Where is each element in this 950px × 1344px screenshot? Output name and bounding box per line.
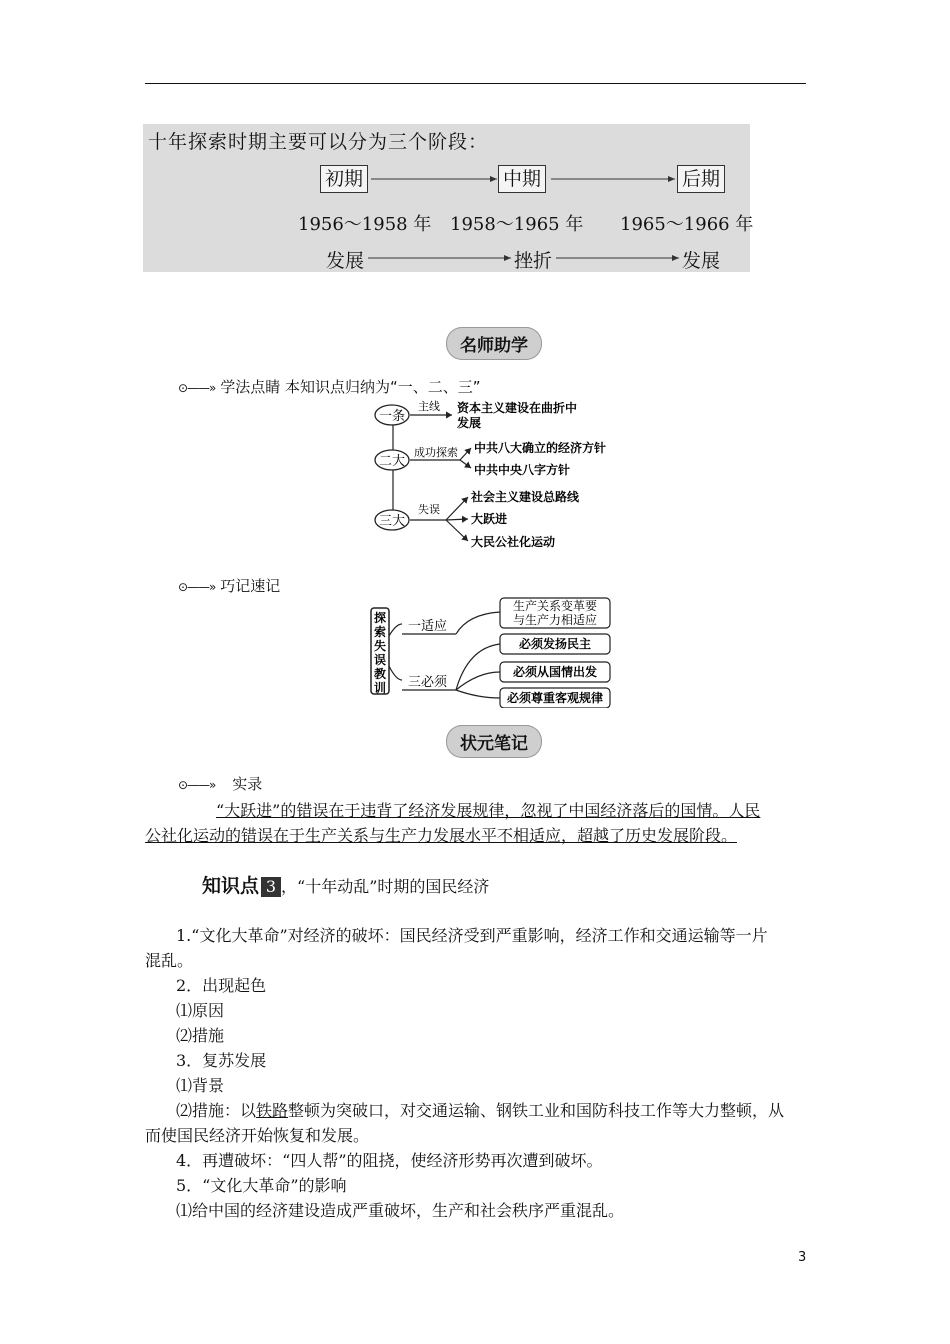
stage-title: 十年探索时期主要可以分为三个阶段： (148, 131, 489, 153)
stage-middle-label: 中期 (498, 165, 546, 193)
kp-number: 3 (261, 877, 281, 897)
tip-study-method-text: 学法点睛 本知识点归纳为“一、二、三” (220, 378, 481, 396)
leaf-must-2: 必须从国情出发 (512, 665, 598, 679)
tip-study-method (178, 376, 481, 397)
leaf-success-1: 中共八大确立的经济方针 (474, 441, 607, 455)
arrow-bullet-icon: ⊙——» (178, 580, 216, 594)
content-2: 混乱。 (145, 951, 194, 970)
leaf-must-3: 必须尊重客观规律 (506, 691, 604, 705)
leaf-mistake-3: 大民公社化运动 (471, 535, 556, 549)
measures-line-1: ⑵措施：以铁路整顿为突破口，对交通运输、钢铁工业和国防科技工作等大力整顿，从 (176, 1101, 785, 1120)
section-badge-top-notes: 状元笔记 (446, 725, 542, 758)
stage-middle-effect: 挫折 (514, 250, 553, 272)
knowledge-point-heading (202, 871, 489, 898)
svg-text:训: 训 (373, 681, 387, 695)
leaf-adapt-2: 与生产力相适应 (512, 613, 598, 627)
leaf-adapt-1: 生产关系变革要 (512, 599, 598, 613)
tip-record-text: 实录 (232, 775, 263, 793)
note-line-1: “大跃进”的错误在于违背了经济发展规律，忽视了中国经济落后的国情。人民 (216, 801, 761, 820)
leaf-must-1: 必须发扬民主 (518, 637, 592, 651)
svg-text:失: 失 (373, 639, 387, 653)
railway-term: 铁路 (256, 1101, 289, 1120)
content-1: 1.“文化大革命”对经济的破坏：国民经济受到严重影响，经济工作和交通运输等一片 (176, 926, 768, 945)
lessons-diagram (368, 596, 618, 708)
leaf-main-2: 发展 (457, 416, 482, 430)
svg-text:教: 教 (373, 667, 387, 681)
kp-prefix: 知识点 (202, 875, 260, 897)
summary-diagram (370, 396, 620, 554)
stage-late-label: 后期 (677, 165, 725, 193)
branch-adapt: 一适应 (408, 619, 448, 634)
leaf-mistake-2: 大跃进 (471, 512, 508, 526)
kp-title: ，“十年动乱”时期的国民经济 (281, 877, 490, 896)
leaf-main-1: 资本主义建设在曲折中 (457, 401, 578, 415)
section-badge-teacher-help: 名师助学 (446, 327, 542, 360)
node-two-label: 二大 (378, 454, 406, 469)
leaf-success-2: 中共中央八字方针 (474, 463, 571, 477)
branch-must: 三必须 (408, 675, 448, 690)
stage-middle-years: 1958～1965 年 (450, 214, 584, 235)
stage-early-years: 1956～1958 年 (298, 214, 432, 235)
edge-label-mistake: 失误 (418, 503, 440, 516)
content-3: 2．出现起色 (176, 976, 267, 995)
stage-arrows (143, 124, 750, 272)
tip-memory-text: 巧记速记 (220, 577, 281, 595)
stage-early-label: 初期 (320, 165, 368, 193)
tip-record (178, 773, 262, 794)
node-three-label: 三大 (378, 514, 406, 529)
content-8: 4．再遭破坏：“四人帮”的阻挠，使经济形势再次遭到破坏。 (176, 1151, 603, 1170)
content-5: ⑵措施 (176, 1026, 225, 1045)
stage-late-effect: 发展 (682, 250, 721, 272)
svg-text:探: 探 (373, 611, 387, 625)
stage-late-years: 1965～1966 年 (620, 214, 754, 235)
node-one-label: 一条 (378, 409, 406, 424)
arrow-bullet-icon: ⊙——» (178, 381, 216, 395)
content-9: 5．“文化大革命”的影响 (176, 1176, 347, 1195)
edge-label-main: 主线 (418, 400, 440, 413)
stage-early-effect: 发展 (326, 250, 365, 272)
page-number: 3 (798, 1250, 807, 1265)
content-7: ⑴背景 (176, 1076, 225, 1095)
svg-text:索: 索 (373, 625, 387, 639)
measures-line-2: 而使国民经济开始恢复和发展。 (145, 1126, 370, 1145)
arrow-bullet-icon: ⊙——» (178, 778, 216, 792)
edge-label-success: 成功探索 (414, 446, 458, 459)
content-6: 3．复苏发展 (176, 1051, 267, 1070)
svg-text:误: 误 (373, 653, 387, 667)
note-line-2: 公社化运动的错误在于生产关系与生产力发展水平不相适应，超越了历史发展阶段。 (145, 826, 738, 845)
content-4: ⑴原因 (176, 1001, 225, 1020)
leaf-mistake-1: 社会主义建设总路线 (471, 490, 580, 504)
header-rule (145, 83, 806, 84)
tip-memory (178, 575, 280, 596)
content-10: ⑴给中国的经济建设造成严重破坏，生产和社会秩序严重混乱。 (176, 1201, 625, 1220)
